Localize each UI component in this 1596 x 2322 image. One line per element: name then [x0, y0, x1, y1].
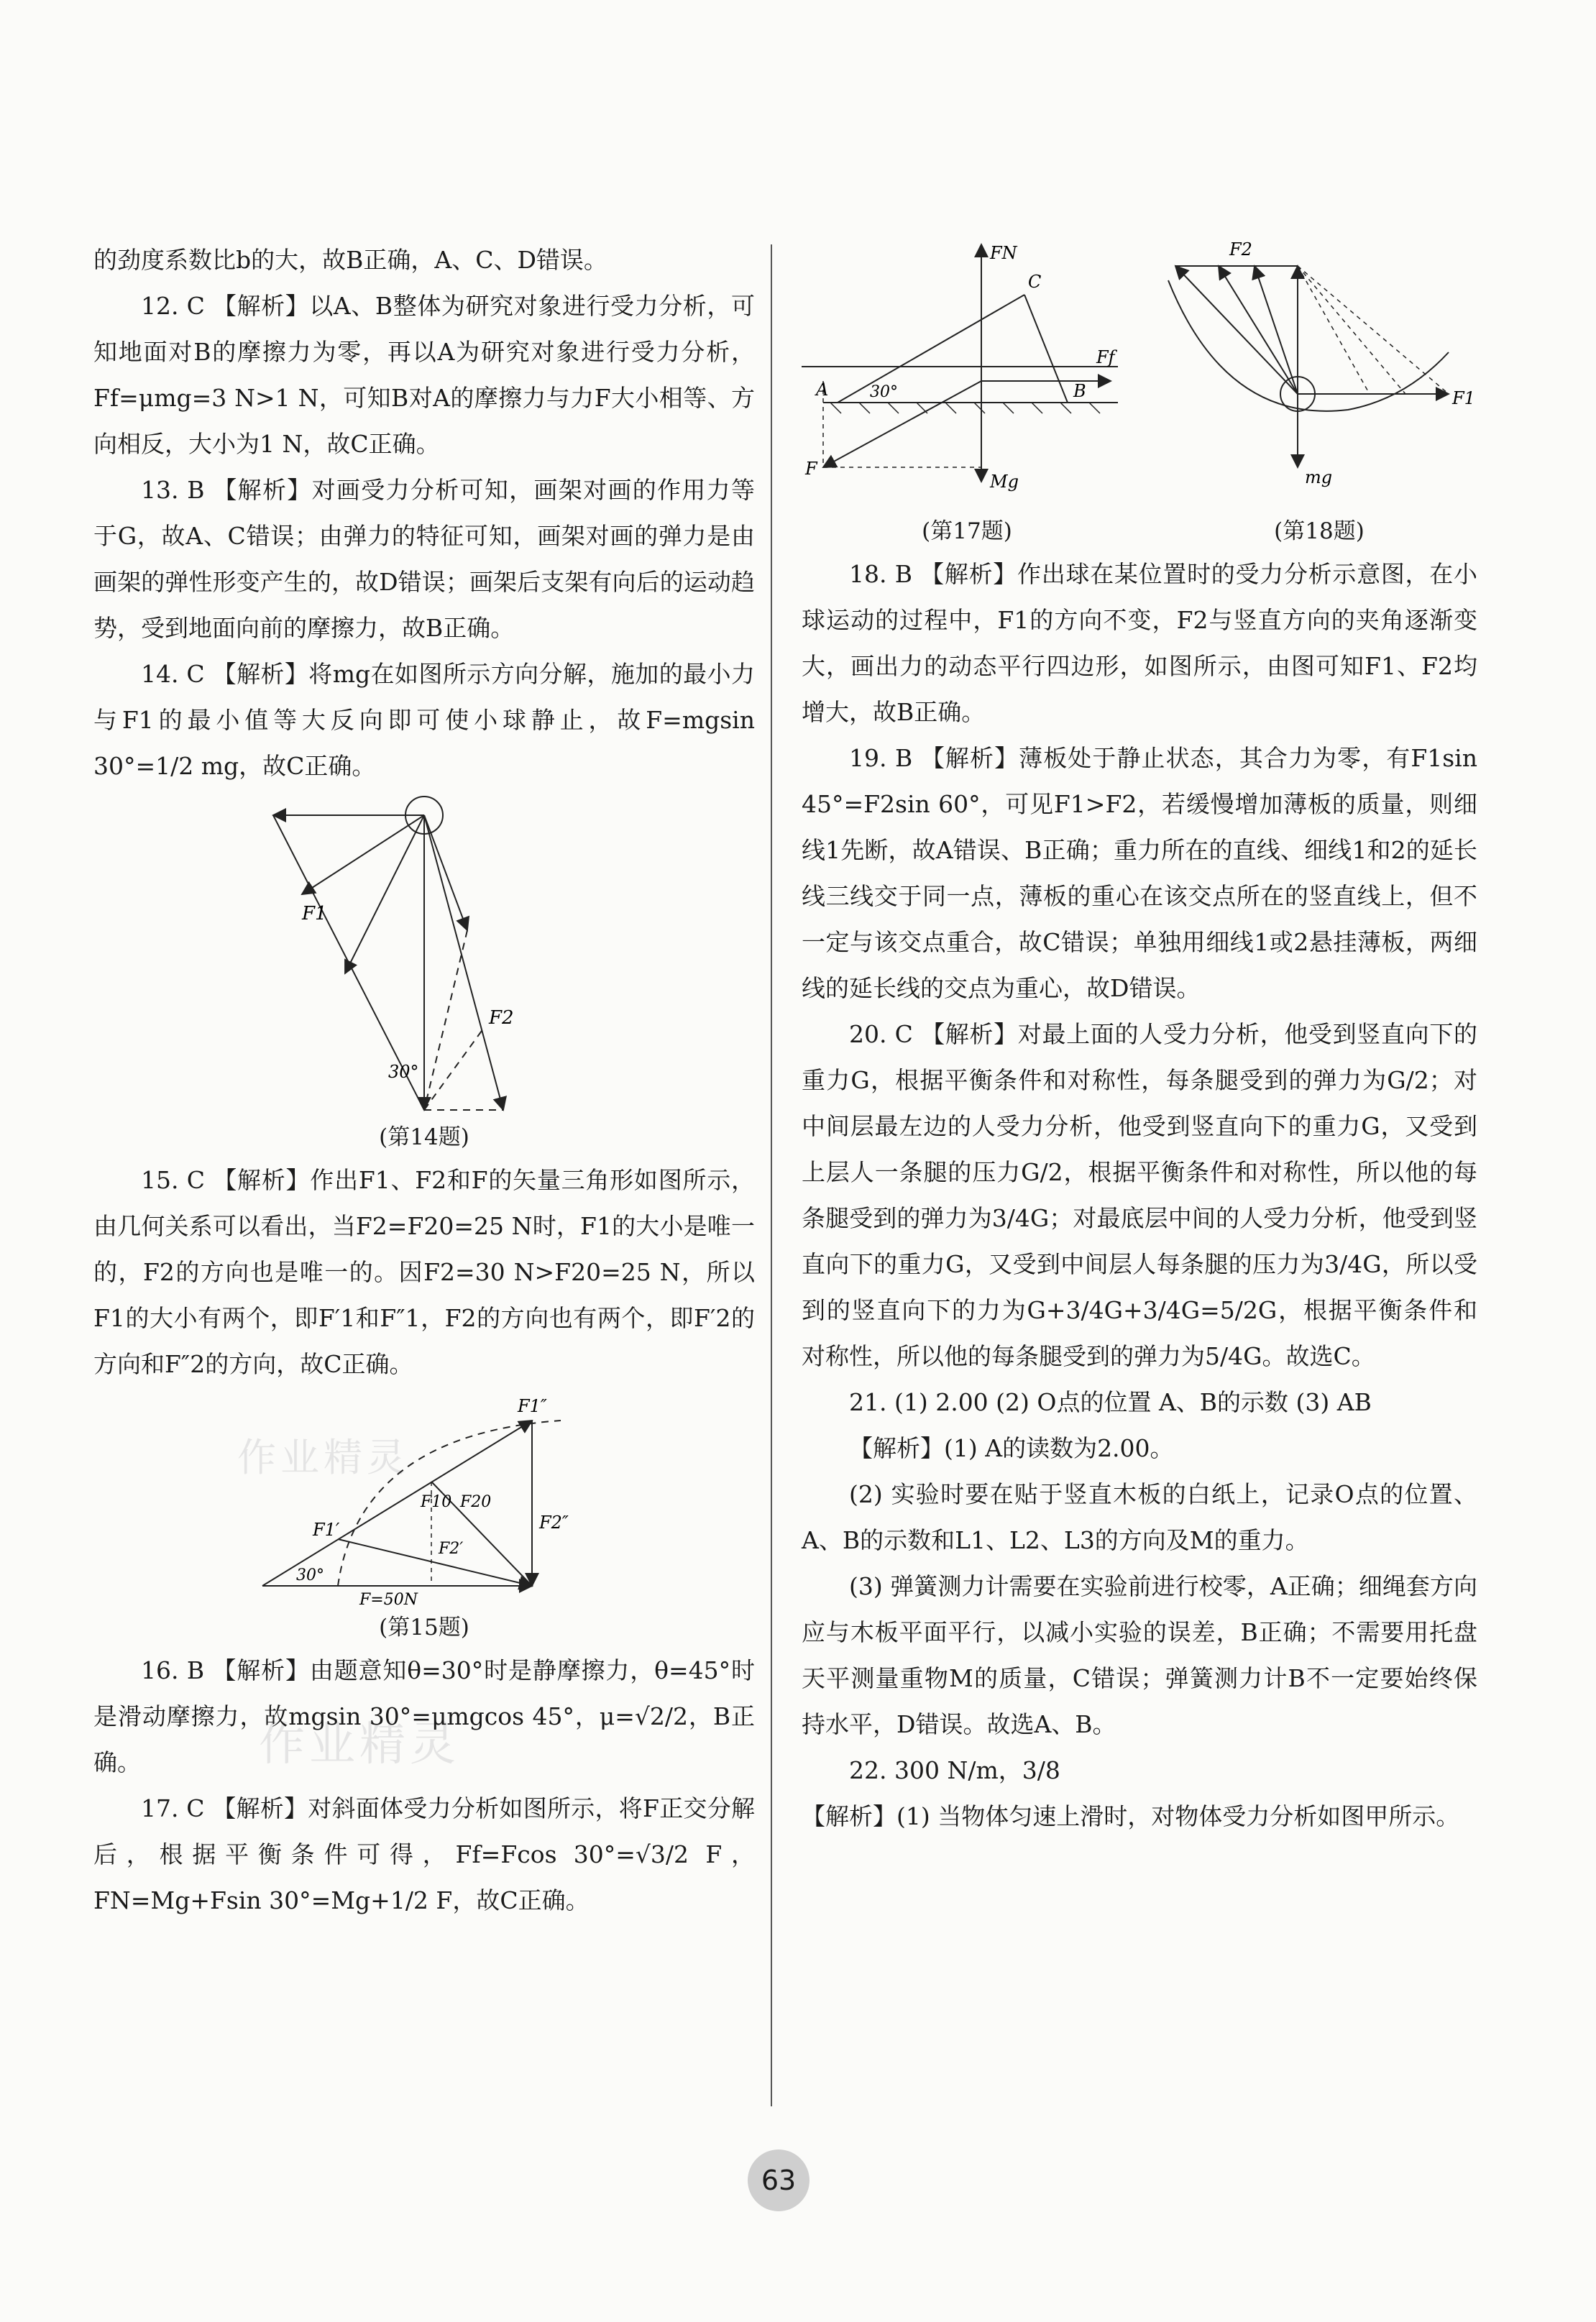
figure-14-drawing — [259, 794, 590, 1117]
label-f1p: F1′ — [313, 1520, 340, 1540]
answer-12: 12. C 【解析】以A、B整体为研究对象进行受力分析，可知地面对B的摩擦力为零，再以A为研究对象进行受力分析，Ff=μmg=3 N>1 N，可知B对A的摩擦力与力F大小相等、方向相反，大小为1 N，故C正确。 — [93, 292, 755, 458]
answer-16: 16. B 【解析】由题意知θ=30°时是静摩擦力，θ=45°时是滑动摩擦力，故mgsin 30°=μmgcos 45°，μ=√2/2，B正确。 — [93, 1656, 755, 1776]
label-base: F=50N — [359, 1591, 418, 1607]
figure-15 — [252, 1392, 597, 1607]
page-number: 63 — [748, 2149, 810, 2211]
label-mg-17: Mg — [990, 472, 1019, 492]
label-f10: F10 — [421, 1493, 452, 1511]
caption-17: (第17题) — [922, 518, 1012, 544]
watermark-2: 作业精灵 — [237, 1435, 410, 1480]
label-f2-18: F2 — [1229, 239, 1252, 260]
answer-18: 18. B 【解析】作出球在某位置时的受力分析示意图，在小球运动的过程中，F1的方向不变，F2与竖直方向的夹角逐渐变大，画出力的动态平行四边形，如图所示，由图可知F1、F2均增大，故B正确。 — [802, 560, 1477, 726]
label-f2p: F2′ — [439, 1540, 464, 1558]
label-fn: FN — [990, 243, 1017, 263]
answer-21-explain-2: (2) 实验时要在贴于竖直木板的白纸上，记录O点的位置、A、B的示数和L1、L2、L3的方向及M的重力。 — [802, 1480, 1477, 1554]
watermark: 作业精灵 — [259, 1718, 460, 1771]
answer-21-explain-3: (3) 弹簧测力计需要在实验前进行校零，A正确；细绳套方向应与木板平面平行，以减小实验的误差，B正确；不需要用托盘天平测量重物M的质量，C错误；弹簧测力计B不一定要始终保持水平，D错误。故选A、B。 — [802, 1572, 1477, 1738]
label-angle-17: 30° — [870, 383, 898, 401]
label-a: A — [816, 380, 829, 400]
answer-21: 21. (1) 2.00 (2) O点的位置 A、B的示数 (3) AB — [849, 1388, 1372, 1416]
label-f2pp: F2″ — [539, 1513, 569, 1533]
right-column — [802, 237, 1477, 1840]
answer-15: 15. C 【解析】作出F1、F2和F的矢量三角形如图所示，由几何关系可以看出，当F2=F20=25 N时，F1的大小是唯一的，F2的方向也是唯一的。因F2=30 N>F20=25 N，所以F1的大小有两个，即F′1和F″1，F2的方向也有两个，即F′2的方向和F″2的方向，故C正确。 — [93, 1166, 755, 1378]
caption-15: (第15题) — [379, 1615, 469, 1640]
figures-17-18 — [802, 237, 1477, 551]
label-b: B — [1073, 381, 1086, 401]
answer-14: 14. C 【解析】将mg在如图所示方向分解，施加的最小力与F1的最小值等大反向即可使小球静止，故F=mgsin 30°=1/2 mg，故C正确。 — [93, 660, 755, 780]
label-ff: Ff — [1096, 347, 1115, 367]
answer-19: 19. B 【解析】薄板处于静止状态，其合力为零，有F1sin 45°=F2sin 60°，可见F1>F2，若缓慢增加薄板的质量，则细线1先断，故A错误、B正确；重力所在的直线、细线1和2的延长线三线交于同一点，薄板的重心在该交点所在的竖直线上，但不一定与该交点重合，故C错误；单独用细线1或2悬挂薄板，两细线的延长线的交点为重心，故D错误。 — [802, 744, 1477, 1002]
caption-14: (第14题) — [379, 1124, 469, 1150]
left-column — [93, 237, 755, 1924]
label-f: F — [805, 459, 817, 479]
label-f1: F1 — [302, 903, 327, 924]
answer-20: 20. C 【解析】对最上面的人受力分析，他受到竖直向下的重力G，根据平衡条件和对称性，每条腿受到的弹力为G/2；对中间层最左边的人受力分析，他受到竖直向下的重力G，又受到上层人一条腿的压力G/2，根据平衡条件和对称性，所以他的每条腿受到的弹力为3/4G；对最底层中间的人受力分析，他受到竖直向下的重力G，又受到中间层人每条腿的压力为3/4G，所以受到的竖直向下的力为G+3/4G+3/4G=5/2G，根据平衡条件和对称性，所以他的每条腿受到的弹力为5/4G。故选C。 — [802, 1020, 1477, 1370]
label-mg-18: mg — [1305, 467, 1333, 487]
label-angle-30: 30° — [388, 1062, 419, 1082]
column-divider — [771, 244, 772, 2106]
label-c: C — [1028, 272, 1042, 292]
figure-15-drawing — [252, 1392, 597, 1607]
answer-21-explain-1: 【解析】(1) A的读数为2.00。 — [849, 1434, 1174, 1462]
figure-17 — [802, 237, 1132, 551]
figure-18 — [1161, 237, 1477, 551]
answer-22-explain-1: 【解析】(1) 当物体匀速上滑时，对物体受力分析如图甲所示。 — [802, 1802, 1460, 1830]
figure-14 — [259, 794, 590, 1117]
figure-18-drawing — [1161, 237, 1477, 496]
caption-18: (第18题) — [1274, 518, 1365, 544]
figure-17-drawing — [802, 237, 1132, 496]
answer-22: 22. 300 N/m，3/8 — [849, 1756, 1060, 1784]
label-angle: 30° — [296, 1566, 324, 1584]
intro-text: 的劲度系数比b的大，故B正确，A、C、D错误。 — [93, 246, 607, 274]
label-f1pp: F1″ — [518, 1396, 547, 1416]
answer-13: 13. B 【解析】对画受力分析可知，画架对画的作用力等于G，故A、C错误；由弹力的特征可知，画架对画的弹力是由画架的弹性形变产生的，故D错误；画架后支架有向后的运动趋势，受到地面向前的摩擦力，故B正确。 — [93, 476, 755, 642]
label-f2: F2 — [489, 1007, 514, 1029]
label-f1-18: F1 — [1452, 388, 1475, 408]
answer-17: 17. C 【解析】对斜面体受力分析如图所示，将F正交分解后，根据平衡条件可得，Ff=Fcos 30°=√3/2 F，FN=Mg+Fsin 30°=Mg+1/2 F，故C正确。 — [93, 1794, 755, 1914]
label-f20: F20 — [460, 1493, 492, 1511]
